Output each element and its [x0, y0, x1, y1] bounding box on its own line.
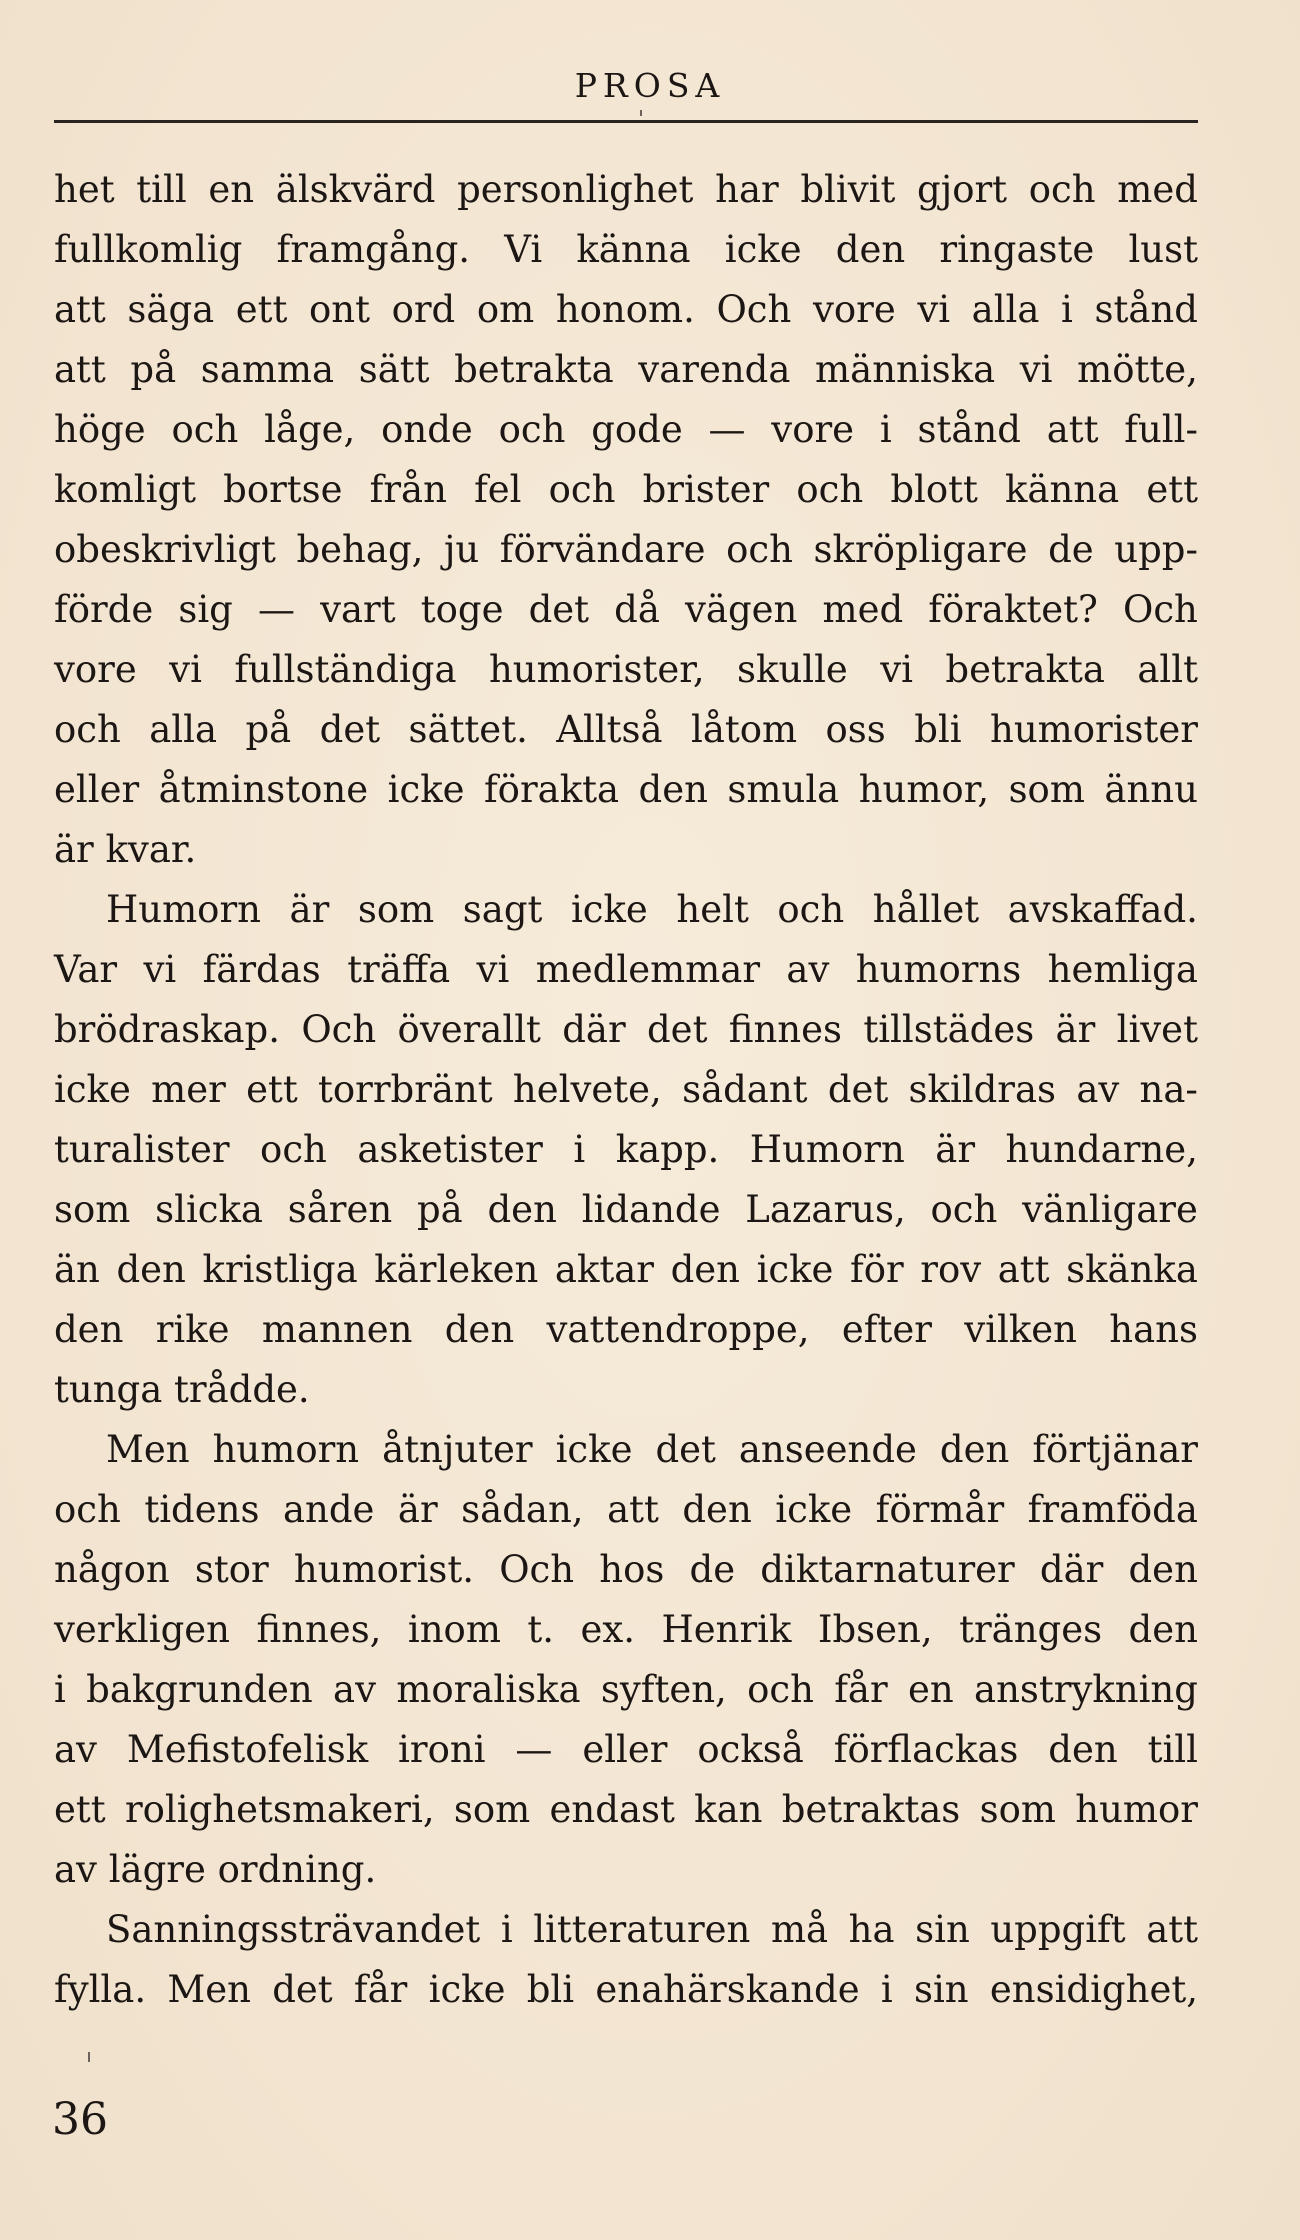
text-line: i bakgrunden av moraliska syften, och får en anstrykning — [54, 1668, 1198, 1711]
text-line: ett rolighetsmakeri, som endast kan betraktas som humor — [54, 1788, 1198, 1831]
text-line: het till en älskvärd personlighet har blivit gjort och med — [54, 168, 1198, 211]
text-line: Var vi färdas träffa vi medlemmar av humorns hemliga — [54, 948, 1198, 991]
body-text — [54, 160, 1198, 2020]
text-line: någon stor humorist. Och hos de diktarnaturer där den — [54, 1548, 1198, 1591]
text-line: av lägre ordning. — [54, 1848, 377, 1891]
text-line: turalister och asketister i kapp. Humorn är hundarne, — [54, 1128, 1198, 1171]
text-line: brödraskap. Och överallt där det finnes tillstädes är livet — [54, 1008, 1198, 1051]
text-line: att säga ett ont ord om honom. Och vore vi alla i stånd — [54, 288, 1198, 331]
text-line: obeskrivligt behag, ju förvändare och skröpligare de upp- — [54, 528, 1198, 571]
text-line: tunga trådde. — [54, 1368, 310, 1411]
text-line: höge och låge, onde och gode — vore i stånd att full- — [54, 408, 1198, 451]
text-line: den rike mannen den vattendroppe, efter vilken hans — [54, 1308, 1198, 1351]
text-line: är kvar. — [54, 828, 197, 871]
text-line: fullkomlig framgång. Vi känna icke den ringaste lust — [54, 228, 1198, 271]
running-head: PROSA — [574, 66, 726, 105]
text-line: som slicka såren på den lidande Lazarus, och vänligare — [54, 1188, 1198, 1231]
text-line: och alla på det sättet. Alltså låtom oss bli humorister — [54, 708, 1198, 751]
text-line: och tidens ande är sådan, att den icke förmår framföda — [54, 1488, 1198, 1531]
text-line: fylla. Men det får icke bli enahärskande i sin ensidighet, — [54, 1968, 1198, 2011]
print-speck — [88, 2052, 90, 2062]
text-line: komligt bortse från fel och brister och blott känna ett — [54, 468, 1198, 511]
print-speck — [640, 110, 642, 116]
text-line: förde sig — vart toge det då vägen med föraktet? Och — [54, 588, 1198, 631]
text-line: Men humorn åtnjuter icke det anseende den förtjänar — [106, 1428, 1198, 1471]
text-line: Sanningssträvandet i litteraturen må ha sin uppgift att — [106, 1908, 1198, 1951]
text-line: verkligen finnes, inom t. ex. Henrik Ibsen, tränges den — [54, 1608, 1198, 1651]
text-line: vore vi fullständiga humorister, skulle vi betrakta allt — [54, 648, 1198, 691]
header-rule — [54, 120, 1198, 123]
text-line: av Mefistofelisk ironi — eller också förflackas den till — [54, 1728, 1198, 1771]
text-line: att på samma sätt betrakta varenda människa vi mötte, — [54, 348, 1198, 391]
page-number: 36 — [52, 2094, 108, 2145]
text-line: icke mer ett torrbränt helvete, sådant det skildras av na- — [54, 1068, 1198, 1111]
text-line: Humorn är som sagt icke helt och hållet avskaffad. — [106, 888, 1198, 931]
text-line: eller åtminstone icke förakta den smula humor, som ännu — [54, 768, 1198, 811]
text-line: än den kristliga kärleken aktar den icke för rov att skänka — [54, 1248, 1198, 1291]
